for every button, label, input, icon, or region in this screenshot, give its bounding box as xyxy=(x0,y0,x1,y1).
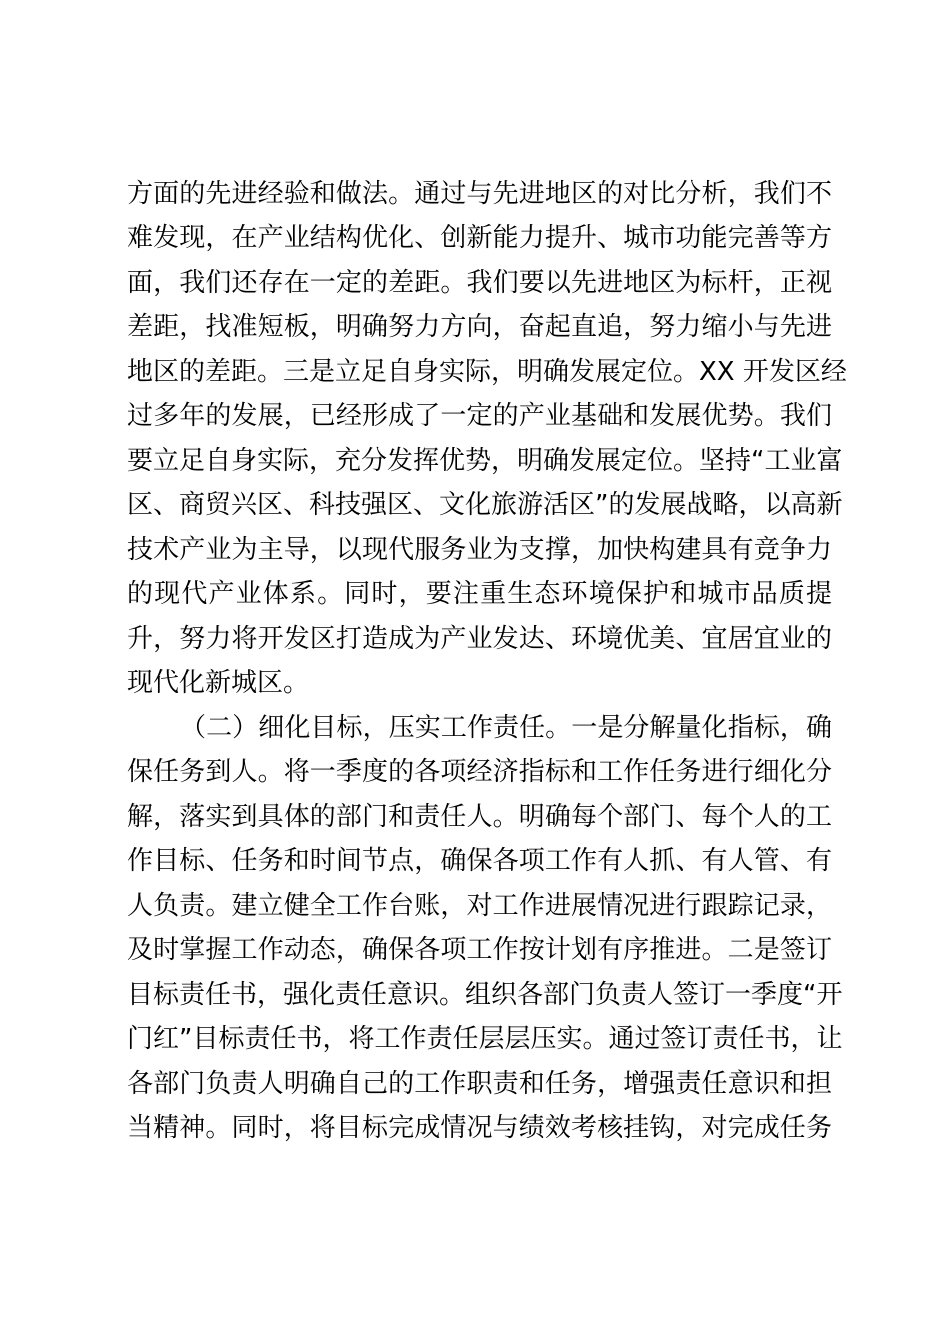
text-line: 解，落实到具体的部门和责任人。明确每个部门、每个人的工 xyxy=(127,802,832,832)
text-line: 门红”目标责任书，将工作责任层层压实。通过签订责任书，让 xyxy=(127,1024,843,1054)
text-line: 作目标、任务和时间节点，确保各项工作有人抓、有人管、有 xyxy=(127,846,832,876)
text-line: 升，努力将开发区打造成为产业发达、环境优美、宜居宜业的 xyxy=(127,624,832,654)
text-line: 区、商贸兴区、科技强区、文化旅游活区”的发展战略，以高新 xyxy=(127,490,843,520)
text-line: 保任务到人。将一季度的各项经济指标和工作任务进行细化分 xyxy=(127,757,832,787)
text-line: 人负责。建立健全工作台账，对工作进展情况进行跟踪记录， xyxy=(127,891,832,921)
text-line: 的现代产业体系。同时，要注重生态环境保护和城市品质提 xyxy=(127,579,832,609)
text-line: 差距，找准短板，明确努力方向，奋起直追，努力缩小与先进 xyxy=(127,312,832,342)
text-line: 过多年的发展，已经形成了一定的产业基础和发展优势。我们 xyxy=(127,401,832,431)
text-line: 各部门负责人明确自己的工作职责和任务，增强责任意识和担 xyxy=(127,1069,832,1099)
text-line: 技术产业为主导，以现代服务业为支撑，加快构建具有竞争力 xyxy=(127,535,832,565)
text-line: 当精神。同时，将目标完成情况与绩效考核挂钩，对完成任务 xyxy=(127,1113,832,1143)
text-line: 要立足自身实际，充分发挥优势，明确发展定位。坚持“工业富 xyxy=(127,446,843,476)
text-line: 目标责任书，强化责任意识。组织各部门负责人签订一季度“开 xyxy=(127,980,843,1010)
paragraph-heading-line: （二）细化目标，压实工作责任。一是分解量化指标，确 xyxy=(180,713,832,743)
text-line: 地区的差距。三是立足自身实际，明确发展定位。XX 开发区经 xyxy=(127,357,847,387)
text-line: 方面的先进经验和做法。通过与先进地区的对比分析，我们不 xyxy=(127,179,832,209)
text-line: 及时掌握工作动态，确保各项工作按计划有序推进。二是签订 xyxy=(127,935,832,965)
text-line: 难发现，在产业结构优化、创新能力提升、城市功能完善等方 xyxy=(127,223,832,253)
text-line: 面，我们还存在一定的差距。我们要以先进地区为标杆，正视 xyxy=(127,268,832,298)
text-line: 现代化新城区。 xyxy=(127,668,310,698)
